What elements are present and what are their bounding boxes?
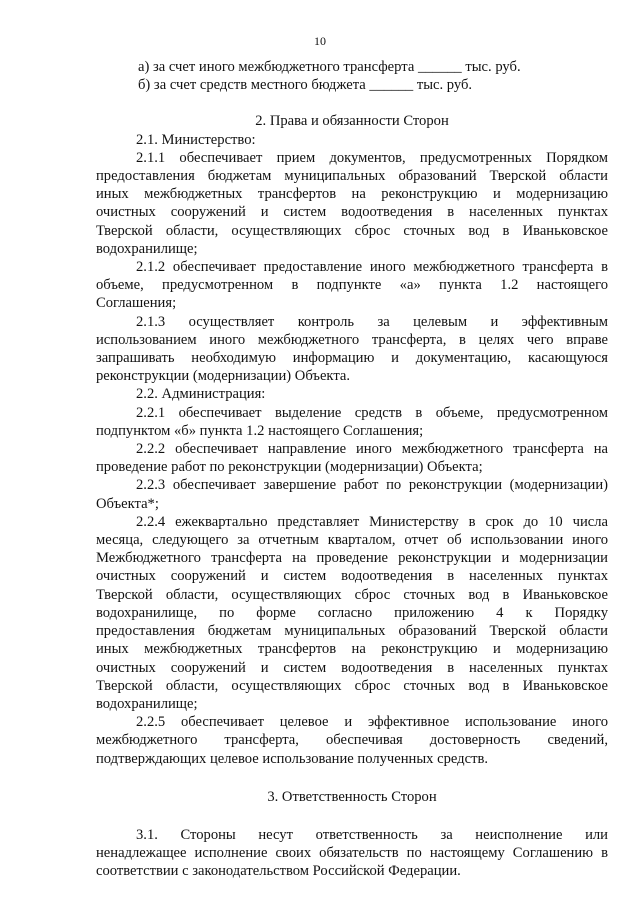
text-line: иных межбюджетных трансфертов на реконструкцию и модернизацию [96, 186, 608, 203]
text-line: предоставления бюджетам муниципальных образований Тверской области [96, 168, 608, 185]
clause-2-2-5 [96, 713, 608, 768]
text-line: объеме, предусмотренном в подпункте «а» пункта 1.2 настоящего [96, 277, 608, 294]
text-line: 2.1.1 обеспечивает прием документов, предусмотренных Порядком [136, 149, 608, 166]
text-line: подтверждающих целевое использование полученных средств. [96, 750, 488, 767]
text-line: очистных сооружений и систем водоотведения в населенных пунктах [96, 204, 608, 221]
text-line: 2.2.3 обеспечивает завершение работ по реконструкции (модернизации) [136, 477, 608, 494]
clause-2-2-1 [96, 404, 608, 440]
text-line: очистных сооружений и систем водоотведения в населенных пунктах [96, 659, 608, 676]
clause-2-2-4 [96, 513, 608, 713]
clause-2-2-3 [96, 476, 608, 512]
text-line: предоставления бюджетам муниципальных образований Тверской области [96, 623, 608, 640]
text-line: 2.2.4 ежеквартально представляет Министерству в срок до 10 числа [136, 513, 608, 530]
funding-line-b: б) за счет средств местного бюджета ______ тыс. руб. [138, 77, 473, 94]
clause-2-1-2 [96, 258, 608, 313]
document-body [96, 58, 608, 881]
text-line: 2.2.5 обеспечивает целевое и эффективное использование иного [136, 714, 608, 731]
text-line: Соглашения; [96, 295, 177, 312]
text-line: 2.2.2 обеспечивает направление иного межбюджетного трансферта на [136, 441, 608, 458]
text-line: месяца, следующего за отчетным кварталом, отчет об использовании иного [96, 532, 608, 549]
text-line: запрашивать необходимую информацию и документацию, касающуюся [96, 350, 608, 367]
text-line: ненадлежащее исполнение своих обязательств по настоящему Соглашению в [96, 845, 608, 862]
text-line: реконструкции (модернизации) Объекта. [96, 368, 351, 385]
text-line: Тверской области, осуществляющих сброс сточных вод в Иваньковское [96, 586, 608, 603]
section-3-title: 3. Ответственность Сторон [267, 788, 437, 805]
text-line: 3.1. Стороны несут ответственность за неисполнение или [136, 826, 608, 843]
text-line: водохранилище; [96, 240, 198, 257]
text-line: использованием иного межбюджетного трансферта, в целях чего вправе [96, 331, 608, 348]
text-line: 2.1.3 осуществляет контроль за целевым и эффективным [136, 313, 608, 330]
text-line: Межбюджетного трансферта на проведение реконструкции и модернизации [96, 550, 608, 567]
text-line: Тверской области, осуществляющих сброс сточных вод в Иваньковское [96, 222, 608, 239]
clause-3-1 [96, 826, 608, 881]
clause-2-2-heading: 2.2. Администрация: [136, 386, 266, 403]
text-line: проведение работ по реконструкции (модернизации) Объекта; [96, 459, 483, 476]
text-line: 2.1.2 обеспечивает предоставление иного межбюджетного трансферта в [136, 259, 608, 276]
text-line: водохранилище, по форме согласно приложению 4 к Порядку [96, 604, 608, 621]
text-line: иных межбюджетных трансфертов на реконструкцию и модернизацию [96, 641, 608, 658]
text-line: соответствии с законодательством Российской Федерации. [96, 863, 461, 880]
clause-2-2-2 [96, 440, 608, 476]
clause-2-1-1 [96, 149, 608, 258]
section-2-title: 2. Права и обязанности Сторон [255, 113, 449, 130]
text-line: подпунктом «б» пункта 1.2 настоящего Соглашения; [96, 422, 424, 439]
text-line: межбюджетного трансферта, обеспечивая достоверность сведений, [96, 732, 608, 749]
page-number: 10 [314, 34, 326, 48]
funding-line-a: а) за счет иного межбюджетного трансферта ______ тыс. руб. [138, 59, 521, 75]
clause-2-1-3 [96, 313, 608, 386]
text-line: 2.2.1 обеспечивает выделение средств в объеме, предусмотренном [136, 404, 608, 421]
text-line: очистных сооружений и систем водоотведения в населенных пунктах [96, 568, 608, 585]
text-line: Тверской области, осуществляющих сброс сточных вод в Иваньковское [96, 677, 608, 694]
clause-2-1-heading: 2.1. Министерство: [136, 131, 256, 148]
text-line: водохранилище; [96, 695, 198, 712]
text-line: Объекта*; [96, 495, 159, 512]
